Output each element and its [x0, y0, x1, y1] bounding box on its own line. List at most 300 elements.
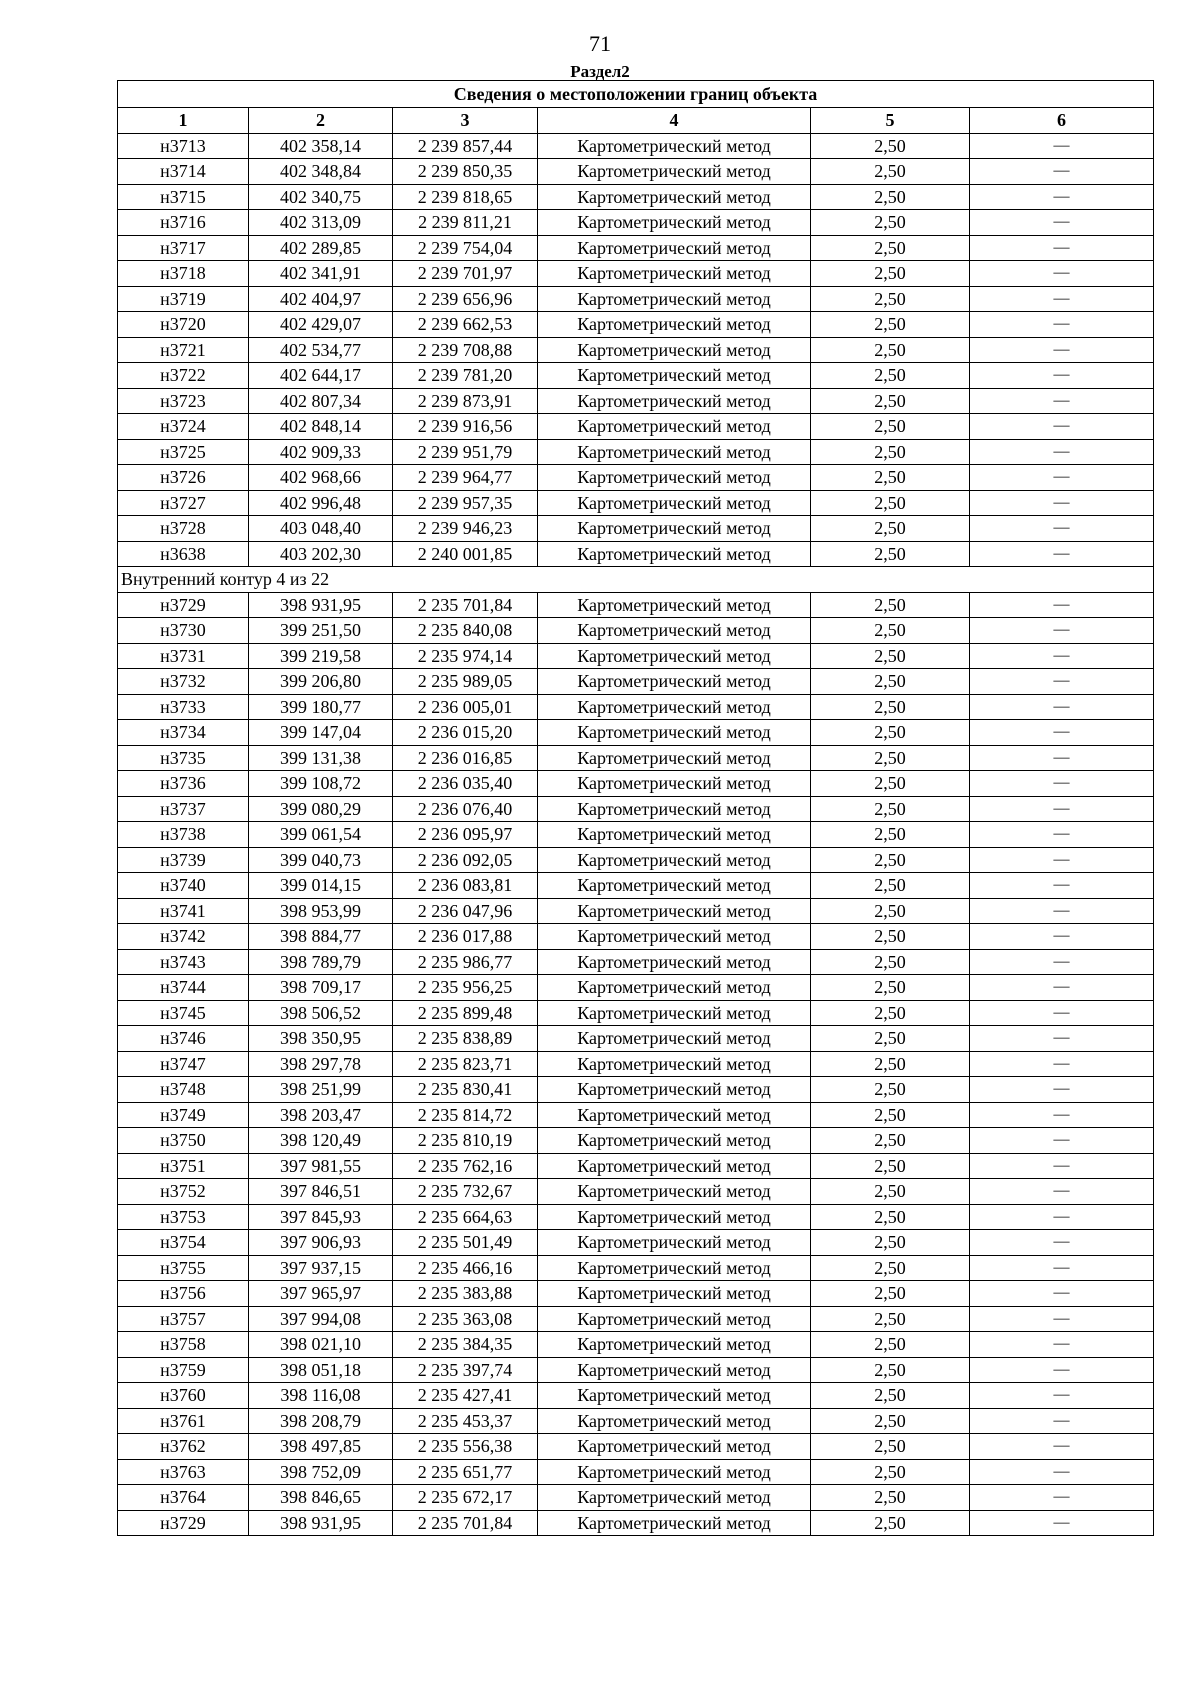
table-cell: 2 235 986,77 [393, 949, 538, 975]
table-cell: 397 845,93 [249, 1204, 393, 1230]
table-cell: 402 807,34 [249, 388, 393, 414]
table-cell: 398 021,10 [249, 1332, 393, 1358]
table-cell: — [970, 1128, 1154, 1154]
table-row [118, 1306, 1154, 1332]
table-cell: Картометрический метод [538, 1485, 811, 1511]
table-cell: 2 239 811,21 [393, 210, 538, 236]
table-cell: 402 358,14 [249, 133, 393, 159]
table-cell: 2,50 [811, 1230, 970, 1256]
table-cell: 397 965,97 [249, 1281, 393, 1307]
table-row [118, 286, 1154, 312]
table-cell: Картометрический метод [538, 1408, 811, 1434]
table-cell: 397 846,51 [249, 1179, 393, 1205]
table-cell: 2 235 453,37 [393, 1408, 538, 1434]
table-row [118, 1510, 1154, 1536]
table-cell: — [970, 1204, 1154, 1230]
table-cell: 2 239 754,04 [393, 235, 538, 261]
table-cell: Картометрический метод [538, 1230, 811, 1256]
table-cell: 2,50 [811, 771, 970, 797]
table-cell: — [970, 235, 1154, 261]
table-cell: 399 108,72 [249, 771, 393, 797]
table-cell: н3717 [118, 235, 249, 261]
table-cell: 2,50 [811, 1000, 970, 1026]
table-cell: 402 534,77 [249, 337, 393, 363]
table-cell: — [970, 312, 1154, 338]
table-cell: 402 341,91 [249, 261, 393, 287]
table-cell: 2 235 651,77 [393, 1459, 538, 1485]
table-row [118, 796, 1154, 822]
contour-label-row [118, 567, 1154, 593]
table-cell: 2,50 [811, 1485, 970, 1511]
table-cell: 402 289,85 [249, 235, 393, 261]
table-cell: 2,50 [811, 592, 970, 618]
table-cell: н3753 [118, 1204, 249, 1230]
table-cell: 2,50 [811, 490, 970, 516]
table-cell: Картометрический метод [538, 235, 811, 261]
table-cell: — [970, 618, 1154, 644]
table-cell: 2,50 [811, 1179, 970, 1205]
table-row [118, 210, 1154, 236]
table-cell: н3762 [118, 1434, 249, 1460]
table-cell: 2 235 974,14 [393, 643, 538, 669]
table-row [118, 1459, 1154, 1485]
table-cell: — [970, 1153, 1154, 1179]
table-cell: н3735 [118, 745, 249, 771]
table-cell: 398 208,79 [249, 1408, 393, 1434]
table-cell: 2 235 956,25 [393, 975, 538, 1001]
table-cell: — [970, 873, 1154, 899]
table-cell: 398 116,08 [249, 1383, 393, 1409]
table-cell: 2 236 035,40 [393, 771, 538, 797]
table-cell: н3713 [118, 133, 249, 159]
table-cell: Картометрический метод [538, 1357, 811, 1383]
column-header: 6 [970, 108, 1154, 134]
table-cell: — [970, 771, 1154, 797]
table-cell: 2,50 [811, 924, 970, 950]
table-cell: Картометрический метод [538, 796, 811, 822]
table-cell: 399 040,73 [249, 847, 393, 873]
table-row [118, 1128, 1154, 1154]
table-cell: 2,50 [811, 286, 970, 312]
table-cell: Картометрический метод [538, 1026, 811, 1052]
table-cell: 2,50 [811, 1077, 970, 1103]
table-cell: н3758 [118, 1332, 249, 1358]
table-cell: — [970, 1077, 1154, 1103]
table-cell: — [970, 1051, 1154, 1077]
table-cell: 2 235 989,05 [393, 669, 538, 695]
table-cell: 2 236 017,88 [393, 924, 538, 950]
table-cell: 2 235 823,71 [393, 1051, 538, 1077]
table-cell: 2 235 383,88 [393, 1281, 538, 1307]
table-cell: 2 235 732,67 [393, 1179, 538, 1205]
table-cell: 2 239 656,96 [393, 286, 538, 312]
table-cell: 399 061,54 [249, 822, 393, 848]
table-cell: Картометрический метод [538, 210, 811, 236]
table-cell: 2 235 664,63 [393, 1204, 538, 1230]
table-cell: Картометрический метод [538, 618, 811, 644]
table-cell: Картометрический метод [538, 159, 811, 185]
table-cell: 399 147,04 [249, 720, 393, 746]
table-cell: 2,50 [811, 1128, 970, 1154]
table-cell: Картометрический метод [538, 465, 811, 491]
table-cell: 402 996,48 [249, 490, 393, 516]
table-cell: Картометрический метод [538, 720, 811, 746]
table-cell: 2,50 [811, 1026, 970, 1052]
table-cell: н3747 [118, 1051, 249, 1077]
table-cell: н3755 [118, 1255, 249, 1281]
table-cell: 399 219,58 [249, 643, 393, 669]
table-row [118, 363, 1154, 389]
table-row [118, 312, 1154, 338]
table-cell: 403 048,40 [249, 516, 393, 542]
table-cell: Картометрический метод [538, 694, 811, 720]
table-cell: н3764 [118, 1485, 249, 1511]
table-cell: 2,50 [811, 439, 970, 465]
table-cell: Картометрический метод [538, 1383, 811, 1409]
table-cell: — [970, 465, 1154, 491]
table-cell: Картометрический метод [538, 261, 811, 287]
table-cell: н3714 [118, 159, 249, 185]
table-cell: н3720 [118, 312, 249, 338]
table-cell: н3718 [118, 261, 249, 287]
table-row [118, 439, 1154, 465]
table-cell: 2 239 873,91 [393, 388, 538, 414]
column-header: 5 [811, 108, 970, 134]
table-cell: 2,50 [811, 745, 970, 771]
table-cell: — [970, 1383, 1154, 1409]
table-row [118, 1077, 1154, 1103]
table-cell: — [970, 1408, 1154, 1434]
table-cell: — [970, 847, 1154, 873]
table-row [118, 1281, 1154, 1307]
table-cell: Картометрический метод [538, 337, 811, 363]
page-number: 71 [589, 31, 611, 56]
table-cell: н3761 [118, 1408, 249, 1434]
table-row [118, 745, 1154, 771]
table-cell: 2 239 818,65 [393, 184, 538, 210]
table-cell: — [970, 516, 1154, 542]
table-cell: н3638 [118, 541, 249, 567]
table-row [118, 261, 1154, 287]
table-cell: н3730 [118, 618, 249, 644]
table-cell: н3763 [118, 1459, 249, 1485]
table-cell: — [970, 1332, 1154, 1358]
table-cell: 2 235 701,84 [393, 1510, 538, 1536]
table-cell: 2,50 [811, 1153, 970, 1179]
table-cell: — [970, 1230, 1154, 1256]
table-cell: 2 235 838,89 [393, 1026, 538, 1052]
table-cell: н3738 [118, 822, 249, 848]
table-cell: Картометрический метод [538, 1281, 811, 1307]
table-cell: — [970, 184, 1154, 210]
table-cell: Картометрический метод [538, 1332, 811, 1358]
table-body [118, 133, 1154, 1536]
table-cell: 2,50 [811, 516, 970, 542]
table-cell: 398 846,65 [249, 1485, 393, 1511]
table-row [118, 1051, 1154, 1077]
table-row [118, 159, 1154, 185]
table-row [118, 1332, 1154, 1358]
table-cell: — [970, 388, 1154, 414]
table-cell: 2 235 701,84 [393, 592, 538, 618]
table-cell: — [970, 1255, 1154, 1281]
table-cell: н3716 [118, 210, 249, 236]
table-cell: 397 937,15 [249, 1255, 393, 1281]
table-cell: 2,50 [811, 1051, 970, 1077]
table-row [118, 541, 1154, 567]
table-cell: 399 131,38 [249, 745, 393, 771]
table-cell: 2,50 [811, 720, 970, 746]
table-cell: 2 235 762,16 [393, 1153, 538, 1179]
table-cell: н3744 [118, 975, 249, 1001]
table-cell: н3729 [118, 1510, 249, 1536]
table-cell: 398 051,18 [249, 1357, 393, 1383]
table-cell: 2 235 466,16 [393, 1255, 538, 1281]
table-cell: Картометрический метод [538, 949, 811, 975]
table-row [118, 924, 1154, 950]
table-cell: Картометрический метод [538, 1434, 811, 1460]
table-cell: 2,50 [811, 898, 970, 924]
table-cell: Картометрический метод [538, 1179, 811, 1205]
table-row [118, 414, 1154, 440]
table-cell: 2,50 [811, 873, 970, 899]
table-row [118, 975, 1154, 1001]
table-cell: 2 235 830,41 [393, 1077, 538, 1103]
table-cell: н3726 [118, 465, 249, 491]
table-cell: Картометрический метод [538, 414, 811, 440]
table-cell: Картометрический метод [538, 286, 811, 312]
table-cell: Картометрический метод [538, 847, 811, 873]
table-cell: 2,50 [811, 465, 970, 491]
table-cell: 2 235 672,17 [393, 1485, 538, 1511]
table-cell: 2 235 810,19 [393, 1128, 538, 1154]
column-header: 2 [249, 108, 393, 134]
table-cell: 2 239 781,20 [393, 363, 538, 389]
table-cell: 398 789,79 [249, 949, 393, 975]
table-cell: — [970, 1459, 1154, 1485]
table-cell: — [970, 1485, 1154, 1511]
table-cell: Картометрический метод [538, 643, 811, 669]
table-cell: 2 239 701,97 [393, 261, 538, 287]
table-cell: 398 203,47 [249, 1102, 393, 1128]
section-title: Раздел2 [570, 62, 630, 81]
table-cell: — [970, 541, 1154, 567]
table-cell: 2 240 001,85 [393, 541, 538, 567]
table-cell: — [970, 439, 1154, 465]
table-cell: н3725 [118, 439, 249, 465]
table-cell: Картометрический метод [538, 822, 811, 848]
table-cell: 2,50 [811, 1102, 970, 1128]
table-cell: 2 239 951,79 [393, 439, 538, 465]
table-cell: н3748 [118, 1077, 249, 1103]
table-row [118, 1255, 1154, 1281]
table-cell: Картометрический метод [538, 541, 811, 567]
table-cell: н3727 [118, 490, 249, 516]
table-cell: Картометрический метод [538, 388, 811, 414]
table-cell: н3722 [118, 363, 249, 389]
boundary-coordinates-table [117, 80, 1154, 1536]
table-cell: 2 236 092,05 [393, 847, 538, 873]
table-cell: 397 906,93 [249, 1230, 393, 1256]
table-row [118, 1485, 1154, 1511]
table-cell: Картометрический метод [538, 669, 811, 695]
table-cell: 398 884,77 [249, 924, 393, 950]
table-cell: н3750 [118, 1128, 249, 1154]
table-cell: 2,50 [811, 1408, 970, 1434]
table-cell: н3756 [118, 1281, 249, 1307]
table-cell: — [970, 796, 1154, 822]
table-cell: Картометрический метод [538, 490, 811, 516]
table-cell: н3746 [118, 1026, 249, 1052]
table-row [118, 1357, 1154, 1383]
table-cell: — [970, 975, 1154, 1001]
table-cell: н3741 [118, 898, 249, 924]
table-cell: — [970, 414, 1154, 440]
table-cell: 2,50 [811, 796, 970, 822]
table-cell: 2 235 556,38 [393, 1434, 538, 1460]
table-cell: 2,50 [811, 949, 970, 975]
table-cell: 2,50 [811, 847, 970, 873]
table-cell: 2 236 015,20 [393, 720, 538, 746]
table-row [118, 388, 1154, 414]
table-cell: 399 180,77 [249, 694, 393, 720]
table-cell: 398 953,99 [249, 898, 393, 924]
table-cell: 2 235 899,48 [393, 1000, 538, 1026]
table-row [118, 898, 1154, 924]
table-cell: — [970, 337, 1154, 363]
table-cell: 2,50 [811, 975, 970, 1001]
table-cell: Картометрический метод [538, 1510, 811, 1536]
table-cell: 2 235 384,35 [393, 1332, 538, 1358]
table-cell: — [970, 949, 1154, 975]
table-cell: 2,50 [811, 235, 970, 261]
table-cell: 2,50 [811, 1204, 970, 1230]
table-cell: Картометрический метод [538, 1000, 811, 1026]
table-row [118, 669, 1154, 695]
table-cell: Картометрический метод [538, 1102, 811, 1128]
table-cell: — [970, 1306, 1154, 1332]
table-cell: Картометрический метод [538, 1255, 811, 1281]
table-cell: 2,50 [811, 414, 970, 440]
table-row [118, 720, 1154, 746]
table-cell: — [970, 1026, 1154, 1052]
table-cell: 2,50 [811, 1510, 970, 1536]
table-cell: 2 239 850,35 [393, 159, 538, 185]
table-cell: н3752 [118, 1179, 249, 1205]
table-cell: 2,50 [811, 643, 970, 669]
table-cell: — [970, 286, 1154, 312]
table-cell: — [970, 1281, 1154, 1307]
table-cell: — [970, 745, 1154, 771]
table-cell: н3740 [118, 873, 249, 899]
table-row [118, 847, 1154, 873]
table-row [118, 490, 1154, 516]
table-cell: 398 120,49 [249, 1128, 393, 1154]
table-cell: 398 297,78 [249, 1051, 393, 1077]
table-cell: 402 909,33 [249, 439, 393, 465]
table-cell: н3721 [118, 337, 249, 363]
table-cell: 2 236 076,40 [393, 796, 538, 822]
table-row [118, 1230, 1154, 1256]
table-cell: н3736 [118, 771, 249, 797]
table-cell: н3737 [118, 796, 249, 822]
table-row [118, 1383, 1154, 1409]
table-cell: Картометрический метод [538, 133, 811, 159]
table-cell: 2,50 [811, 1332, 970, 1358]
table-cell: 399 206,80 [249, 669, 393, 695]
table-cell: 2 236 016,85 [393, 745, 538, 771]
table-cell: н3751 [118, 1153, 249, 1179]
table-cell: 2,50 [811, 694, 970, 720]
table-cell: н3719 [118, 286, 249, 312]
table-row [118, 1026, 1154, 1052]
table-cell: 402 429,07 [249, 312, 393, 338]
table-cell: — [970, 1434, 1154, 1460]
table-cell: — [970, 1357, 1154, 1383]
table-cell: 2 236 083,81 [393, 873, 538, 899]
table-cell: н3731 [118, 643, 249, 669]
table-cell: н3723 [118, 388, 249, 414]
table-cell: 402 968,66 [249, 465, 393, 491]
table-cell: 2,50 [811, 388, 970, 414]
table-cell: 398 506,52 [249, 1000, 393, 1026]
table-cell: н3745 [118, 1000, 249, 1026]
table-cell: 2 239 964,77 [393, 465, 538, 491]
table-cell: Картометрический метод [538, 363, 811, 389]
table-cell: 2,50 [811, 1255, 970, 1281]
table-cell: н3728 [118, 516, 249, 542]
table-cell: 398 709,17 [249, 975, 393, 1001]
table-cell: — [970, 669, 1154, 695]
table-cell: 2 235 501,49 [393, 1230, 538, 1256]
table-cell: — [970, 1000, 1154, 1026]
table-row [118, 1153, 1154, 1179]
table-row [118, 465, 1154, 491]
column-header-row [118, 108, 1154, 134]
table-cell: н3742 [118, 924, 249, 950]
table-cell: 399 080,29 [249, 796, 393, 822]
table-row [118, 822, 1154, 848]
table-cell: н3759 [118, 1357, 249, 1383]
table-cell: Картометрический метод [538, 924, 811, 950]
table-row [118, 618, 1154, 644]
table-cell: 2 235 363,08 [393, 1306, 538, 1332]
table-cell: н3739 [118, 847, 249, 873]
table-cell: 402 313,09 [249, 210, 393, 236]
table-cell: Картометрический метод [538, 1459, 811, 1485]
table-row [118, 873, 1154, 899]
column-header: 1 [118, 108, 249, 134]
table-cell: 2 239 957,35 [393, 490, 538, 516]
table-cell: 402 348,84 [249, 159, 393, 185]
table-cell: Картометрический метод [538, 1077, 811, 1103]
table-cell: 398 752,09 [249, 1459, 393, 1485]
table-row [118, 133, 1154, 159]
table-cell: Картометрический метод [538, 1204, 811, 1230]
table-cell: 398 497,85 [249, 1434, 393, 1460]
table-cell: 2 239 916,56 [393, 414, 538, 440]
table-cell: Картометрический метод [538, 439, 811, 465]
table-cell: 2 235 397,74 [393, 1357, 538, 1383]
table-cell: 2,50 [811, 261, 970, 287]
table-cell: — [970, 363, 1154, 389]
table-cell: 2 239 708,88 [393, 337, 538, 363]
table-cell: 2,50 [811, 1459, 970, 1485]
table-row [118, 1204, 1154, 1230]
table-cell: 2,50 [811, 337, 970, 363]
table-cell: — [970, 1179, 1154, 1205]
table-cell: — [970, 1510, 1154, 1536]
